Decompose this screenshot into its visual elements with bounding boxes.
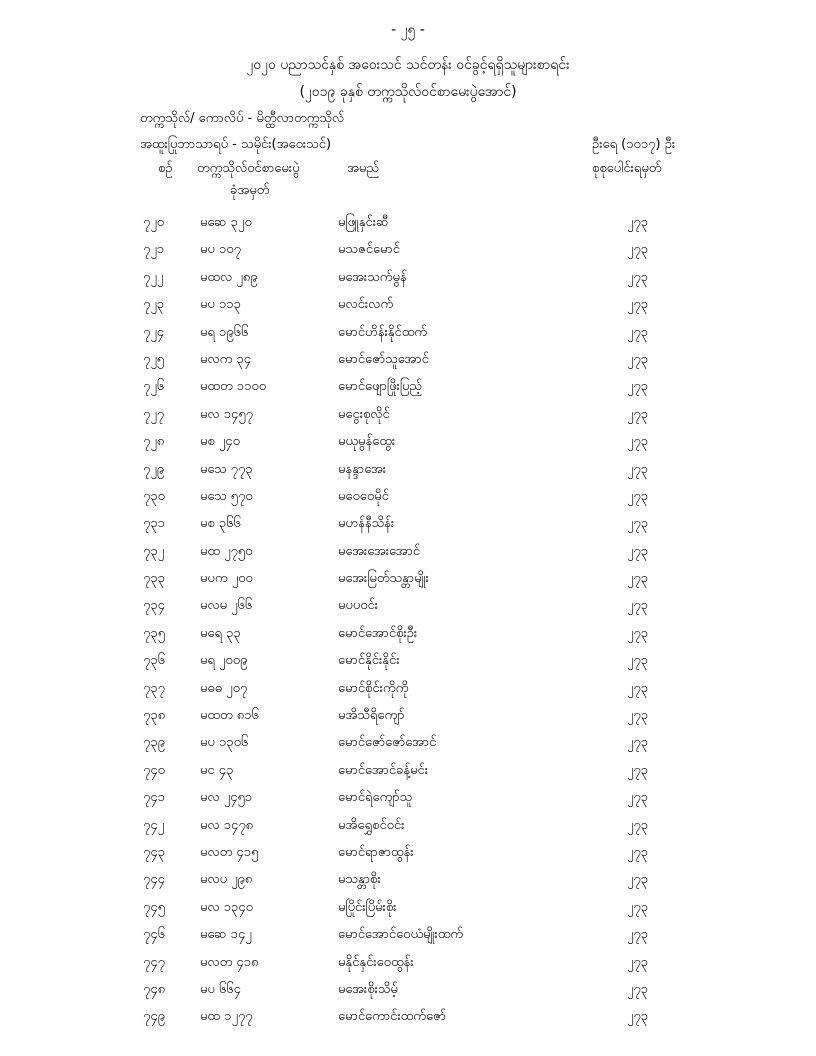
row-roll-number: မထ ၁၂၇၇ xyxy=(200,1009,253,1025)
table-row xyxy=(0,1004,816,1031)
row-number: ၇၂၅ xyxy=(143,351,165,367)
row-name: မယုမွန်ထွေး xyxy=(338,434,396,450)
row-name: မအေးစိုးသိမ့် xyxy=(338,981,398,997)
row-number: ၇၂၀ xyxy=(143,215,165,230)
row-total: ၂၇၃ xyxy=(627,351,649,367)
header-no: စဉ် xyxy=(158,161,173,176)
row-name: မသဇင်မောင် xyxy=(338,242,400,258)
row-name: မအေးအေးအောင် xyxy=(338,543,421,559)
row-total: ၂၇၃ xyxy=(627,954,649,970)
row-total: ၂၇၃ xyxy=(627,762,649,778)
row-number: ၇၄၉ xyxy=(143,1009,165,1025)
row-total: ၂၇၃ xyxy=(627,680,649,696)
table-row xyxy=(0,895,816,922)
table-row xyxy=(0,429,816,456)
row-roll-number: မလ ၁၄၅၇ xyxy=(200,406,253,422)
row-name: မငွေးစုလိုင် xyxy=(338,406,390,422)
row-number: ၇၃၈ xyxy=(143,708,166,724)
row-total: ၂၇၃ xyxy=(627,1009,649,1025)
row-roll-number: မဆေ ၁၄၂ xyxy=(200,927,252,943)
row-name: မအေးမြတ်သန္တာမျိုး xyxy=(338,571,429,587)
table-row xyxy=(0,210,816,237)
row-total: ၂၇၃ xyxy=(627,927,649,943)
row-number: ၇၄၀ xyxy=(143,762,165,778)
table-row xyxy=(0,703,816,730)
row-total: ၂၇၃ xyxy=(627,598,649,614)
row-total: ၂၇၃ xyxy=(627,379,649,395)
row-number: ၇၂၄ xyxy=(143,324,165,340)
row-name: မောင်အောင်စိုးဦး xyxy=(338,625,418,641)
row-total: ၂၇၃ xyxy=(627,625,649,641)
row-total: ၂၇၃ xyxy=(627,269,649,285)
student-list xyxy=(0,210,816,1032)
table-row xyxy=(0,621,816,648)
row-total: ၂၇၃ xyxy=(627,844,649,860)
table-row xyxy=(0,593,816,620)
row-roll-number: မဓဓ ၂၀၇ xyxy=(200,680,248,696)
row-name: မနန္ဒာအေး xyxy=(338,461,387,477)
university-line: တက္ကသိုလ်/ ကောလိပ် - မိတ္ထီလာတက္ကသိုလ် xyxy=(140,111,345,126)
row-number: ၇၄၃ xyxy=(143,844,165,860)
row-roll-number: မရေ ၃၃ xyxy=(200,625,241,641)
row-name: မလင်းလက် xyxy=(338,297,394,313)
row-name: မဝေဝေမိုင် xyxy=(338,488,389,504)
table-row xyxy=(0,730,816,757)
row-number: ၇၃၁ xyxy=(143,516,165,532)
row-roll-number: မထ ၂၇၅၀ xyxy=(200,543,253,559)
table-row xyxy=(0,511,816,538)
row-roll-number: မထတ ၈၁၆ xyxy=(200,708,259,724)
row-name: မသန္တာစိုး xyxy=(338,872,381,888)
row-total: ၂၇၃ xyxy=(627,817,649,833)
table-row xyxy=(0,840,816,867)
header-roll: တက္ကသိုလ်ဝင်စာမေးပွဲ xyxy=(197,161,300,176)
table-row xyxy=(0,539,816,566)
row-total: ၂၇၃ xyxy=(627,872,649,888)
row-total: ၂၇၃ xyxy=(627,242,649,258)
row-number: ၇၂၂ xyxy=(143,269,164,285)
table-row xyxy=(0,922,816,949)
row-name: မအိရွှေစင်ဝင်း xyxy=(338,817,405,833)
row-name: မပြိုင်းပြိမ်းစိုး xyxy=(338,899,397,915)
row-number: ၇၂၆ xyxy=(143,379,165,395)
row-name: မနိုင်နှင်းဝေထွန်း xyxy=(338,954,414,970)
row-total: ၂၇၃ xyxy=(627,571,649,587)
row-name: မအေးသက်မွန် xyxy=(338,269,407,285)
row-roll-number: မလမ ၂၆၆ xyxy=(200,598,253,614)
row-total: ၂၇၃ xyxy=(627,297,649,313)
row-total: ၂၇၃ xyxy=(627,516,649,532)
row-total: ၂၇၃ xyxy=(627,899,649,915)
table-row xyxy=(0,402,816,429)
row-roll-number: မလတ ၄၁၈ xyxy=(200,954,259,970)
row-total: ၂၇၃ xyxy=(627,543,649,559)
table-row xyxy=(0,484,816,511)
table-row xyxy=(0,292,816,319)
table-row xyxy=(0,347,816,374)
table-row xyxy=(0,758,816,785)
row-roll-number: မသေ ၇၇၃ xyxy=(200,461,253,477)
row-name: မောင်စိုင်းကိုကို xyxy=(338,680,409,696)
table-row xyxy=(0,457,816,484)
header-total: စုစုပေါင်းရမှတ် xyxy=(592,161,662,176)
row-roll-number: မလ ၁၄၇၈ xyxy=(200,817,254,833)
row-number: ၇၄၈ xyxy=(143,981,166,997)
row-number: ၇၃၃ xyxy=(143,571,165,587)
table-row xyxy=(0,566,816,593)
row-number: ၇၄၇ xyxy=(143,954,165,970)
table-row xyxy=(0,676,816,703)
row-number: ၇၂၇ xyxy=(143,406,165,422)
row-name: မောင်ကောင်းထက်ဇော် xyxy=(338,1009,447,1025)
row-total: ၂၇၃ xyxy=(627,981,649,997)
row-name: မောင်ရဲကျော်သူ xyxy=(338,790,413,806)
row-number: ၇၄၄ xyxy=(143,872,165,888)
row-number: ၇၃၇ xyxy=(143,680,165,696)
row-name: မဖြူနှင်းဆီ xyxy=(338,215,389,230)
row-number: ၇၃၅ xyxy=(143,625,165,641)
row-roll-number: မသေ ၅၇၀ xyxy=(200,488,253,504)
header-roll-line-2: ခုံအမှတ် xyxy=(230,183,270,198)
row-total: ၂၇၃ xyxy=(627,434,649,450)
row-total: ၂၇၃ xyxy=(627,488,649,504)
row-number: ၇၄၅ xyxy=(143,899,165,915)
page-number: - ၂၅ - xyxy=(391,22,425,38)
table-row xyxy=(0,813,816,840)
row-number: ၇၃၀ xyxy=(143,488,165,504)
row-total: ၂၇၃ xyxy=(627,790,649,806)
row-name: မောင်အောင်ခန့်မင်း xyxy=(338,762,429,778)
row-total: ၂၇၃ xyxy=(627,653,649,669)
header-name: အမည် xyxy=(347,161,379,176)
row-total: ၂၇၃ xyxy=(627,735,649,751)
row-roll-number: မထတ ၁၁၀၀ xyxy=(200,379,267,395)
row-roll-number: မပ ၁၃၀၆ xyxy=(200,735,249,751)
table-row xyxy=(0,950,816,977)
row-name: မောင်ဟိန်းနိုင်ထက် xyxy=(338,324,428,340)
row-number: ၇၄၆ xyxy=(143,927,165,943)
document-title: ၂၀၂၀ ပညာသင်နှစ် အဝေးသင် သင်တန်း ဝင်ခွင့်ရရှိသူများစာရင်း xyxy=(246,57,570,73)
subject-line: အထူးပြုဘာသာရပ် - သမိုင်း(အဝေးသင်) xyxy=(140,137,332,152)
table-row xyxy=(0,785,816,812)
row-name: မောင်ဖျောဖြိုးပြည့် xyxy=(338,379,423,395)
row-roll-number: မလက ၃၄ xyxy=(200,351,252,367)
row-total: ၂၇၃ xyxy=(627,406,649,422)
row-roll-number: မပက ၂၀၀ xyxy=(200,571,253,587)
row-roll-number: မလ ၂၄၅၁ xyxy=(200,790,253,806)
row-roll-number: မလတ ၄၁၅ xyxy=(200,844,259,860)
row-roll-number: မပ ၆၆၄ xyxy=(200,981,241,997)
row-name: မောင်ဇော်သူအောင် xyxy=(338,351,429,367)
row-roll-number: မလ ၁၃၄၀ xyxy=(200,899,253,915)
row-number: ၇၃၆ xyxy=(143,653,165,669)
row-total: ၂၇၃ xyxy=(627,324,649,340)
row-number: ၇၃၉ xyxy=(143,735,165,751)
row-number: ၇၃၂ xyxy=(143,543,165,559)
row-roll-number: မရ ၁၉၆၆ xyxy=(200,324,249,340)
row-roll-number: မပ ၁၀၇ xyxy=(200,242,241,258)
row-roll-number: မင ၄၃ xyxy=(200,762,234,778)
row-total: ၂၇၃ xyxy=(627,708,649,724)
row-name: မောင်ဇော်ဇော်အောင် xyxy=(338,735,437,751)
row-number: ၇၄၁ xyxy=(143,790,165,806)
table-row xyxy=(0,977,816,1004)
row-roll-number: မလပ ၂၉၈ xyxy=(200,872,253,888)
row-roll-number: မပ ၁၁၃ xyxy=(200,297,241,313)
row-total: ၂၇၃ xyxy=(627,461,649,477)
row-number: ၇၂၉ xyxy=(143,461,165,477)
row-roll-number: မဆေ ၃၂၀ xyxy=(200,215,252,230)
row-number: ၇၂၁ xyxy=(143,242,165,258)
row-roll-number: မစ ၃၆၆ xyxy=(200,516,241,532)
row-roll-number: မစ ၂၄၀ xyxy=(200,434,240,450)
row-roll-number: မထလ ၂၈၉ xyxy=(200,269,258,285)
row-total: ၂၇၃ xyxy=(627,215,649,230)
document-subtitle: (၂၀၁၉ ခုနှစ် တက္ကသိုလ်ဝင်စာမေးပွဲအောင်) xyxy=(299,84,517,100)
row-name: မအိသီရိကျော် xyxy=(338,708,405,724)
row-name: မောင်နိုင်းနိုင်း xyxy=(338,653,400,669)
row-name: မပပဝင်း xyxy=(338,598,379,614)
table-row xyxy=(0,648,816,675)
table-row xyxy=(0,320,816,347)
row-number: ၇၂၃ xyxy=(143,297,165,313)
table-row xyxy=(0,374,816,401)
table-row xyxy=(0,265,816,292)
row-name: မောင်အောင်ဝေယံမျိုးထက် xyxy=(338,927,463,943)
total-count: ဦးရေ (၁၀၁၇) ဦး xyxy=(592,137,676,152)
table-row xyxy=(0,237,816,264)
row-number: ၇၄၂ xyxy=(143,817,165,833)
row-roll-number: မရ ၂၀၀၉ xyxy=(200,653,248,669)
row-number: ၇၂၈ xyxy=(143,434,165,450)
row-name: မဟန်နီသိန်း xyxy=(338,516,395,532)
row-name: မောင်ရာဇာထွန်း xyxy=(338,844,414,860)
table-row xyxy=(0,867,816,894)
row-number: ၇၃၄ xyxy=(143,598,165,614)
